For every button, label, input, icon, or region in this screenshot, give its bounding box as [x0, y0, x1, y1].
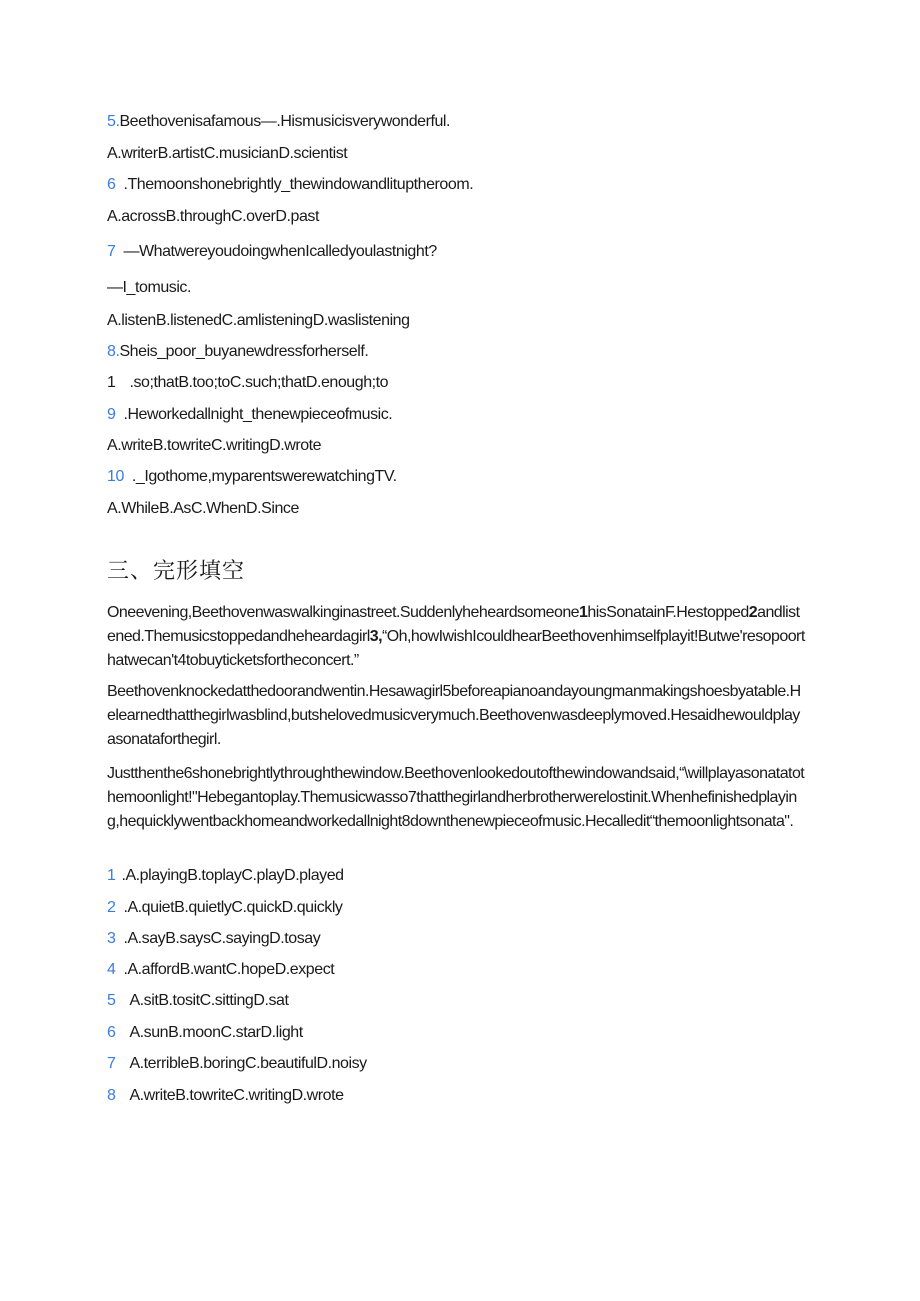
cloze-option-2	[107, 898, 343, 918]
passage-paragraph-2: Beethovenknockedatthedoorandwentin.Hesawagirl5beforeapianoandayoungmanmakingshoesbyatable.Helearnedthatthegirlwasblind,butshelovedmusicverymuch.Beethovenwasdeeplymoved.Hesaidhewouldplayasonataforthegirl.	[107, 683, 801, 748]
option-number: 4	[107, 961, 116, 978]
blank-number: 2	[748, 604, 758, 621]
question-number: 9	[107, 406, 116, 423]
question-number: 8.	[107, 343, 120, 360]
passage-text: Oneevening,Beethovenwaswalkinginastreet.Suddenlyheheardsomeone	[107, 604, 580, 621]
question-text: Beethovenisafamous—.Hismusicisverywonderful.	[119, 113, 451, 130]
passage-text: andlistened.Themusicstoppedandheheardagirl	[107, 604, 800, 645]
option-text: .A.quietB.quietlyC.quickD.quickly	[123, 899, 343, 916]
cloze-option-8	[107, 1086, 344, 1106]
question-10	[107, 467, 397, 487]
passage-text: hisSonatainF.Hestopped	[587, 604, 749, 621]
section-title: 三、完形填空	[107, 559, 246, 584]
question-6-options: A.acrossB.throughC.overD.past	[107, 208, 319, 225]
option-number: 1	[107, 867, 116, 884]
cloze-option-5	[107, 991, 288, 1011]
question-5-options: A.writerB.artistC.musicianD.scientist	[107, 145, 348, 162]
question-number: 7	[107, 243, 116, 260]
question-5	[107, 112, 450, 132]
option-text: .A.affordB.wantC.hopeD.expect	[123, 961, 335, 978]
question-text: .Themoonshonebrightly_thewindowandlituptheroom.	[123, 176, 474, 193]
cloze-option-6	[107, 1023, 303, 1043]
option-number: 7	[107, 1055, 116, 1072]
option-text: A.writeB.towriteC.writingD.wrote	[129, 1087, 344, 1104]
question-number: 5.	[107, 113, 120, 130]
question-10-options: A.WhileB.AsC.WhenD.Since	[107, 500, 299, 517]
option-number: 3	[107, 930, 116, 947]
question-6	[107, 175, 473, 195]
option-text: A.terribleB.boringC.beautifulD.noisy	[129, 1055, 367, 1072]
option-text: .A.playingB.toplayC.playD.played	[121, 867, 344, 884]
question-7-options: A.listenB.listenedC.amlisteningD.waslistening	[107, 312, 410, 329]
question-number: 10	[107, 468, 124, 485]
option-number: 5	[107, 992, 116, 1009]
blank-number: 1	[579, 604, 588, 621]
option-number: 6	[107, 1024, 116, 1041]
cloze-option-3	[107, 929, 320, 949]
blank-number: 3,	[369, 628, 382, 645]
question-text: Sheis_poor_buyanewdressforherself.	[119, 343, 369, 360]
cloze-option-4	[107, 960, 334, 980]
question-8-options	[107, 373, 388, 393]
option-text: A.sunB.moonC.starD.light	[129, 1024, 303, 1041]
question-number: 6	[107, 176, 116, 193]
option-text: .so;thatB.too;toC.such;thatD.enough;to	[129, 374, 389, 391]
cloze-option-1	[107, 866, 344, 886]
option-number: 1	[107, 374, 116, 391]
option-number: 2	[107, 899, 116, 916]
question-text: —WhatwereyoudoingwhenIcalledyoulastnight?	[123, 243, 437, 260]
question-text: .Heworkedallnight_thenewpieceofmusic.	[123, 406, 393, 423]
passage-paragraph-1	[107, 601, 807, 673]
option-number: 8	[107, 1087, 116, 1104]
option-text: .A.sayB.saysC.sayingD.tosay	[123, 930, 321, 947]
question-7-reply: —I_tomusic.	[107, 279, 191, 296]
cloze-option-7	[107, 1054, 367, 1074]
question-7	[107, 242, 437, 262]
question-text: ._Igothome,myparentswerewatchingTV.	[131, 468, 397, 485]
passage-paragraph-3: Justthenthe6shonebrightlythroughthewindow.Beethovenlookedoutofthewindowandsaid,“\willplayasonatatothemoonlight!"Hebegantoplay.Themusicwasso7thatthegirlandherbrotherwerelostinit.Whenhefinishedplaying,hequicklywentbackhomeandworkedallnight8downthenewpieceofmusic.Hecalledit“themoonlightsonata".	[107, 765, 805, 830]
passage-text: “Oh,howIwishIcouldhearBeethovenhimselfplayit!Butwe'resopoorthatwecan't4tobuyticketsfortheconcert.”	[107, 628, 805, 669]
question-8	[107, 342, 368, 362]
question-9-options: A.writeB.towriteC.writingD.wrote	[107, 437, 322, 454]
question-9	[107, 405, 392, 425]
option-text: A.sitB.tositC.sittingD.sat	[129, 992, 289, 1009]
